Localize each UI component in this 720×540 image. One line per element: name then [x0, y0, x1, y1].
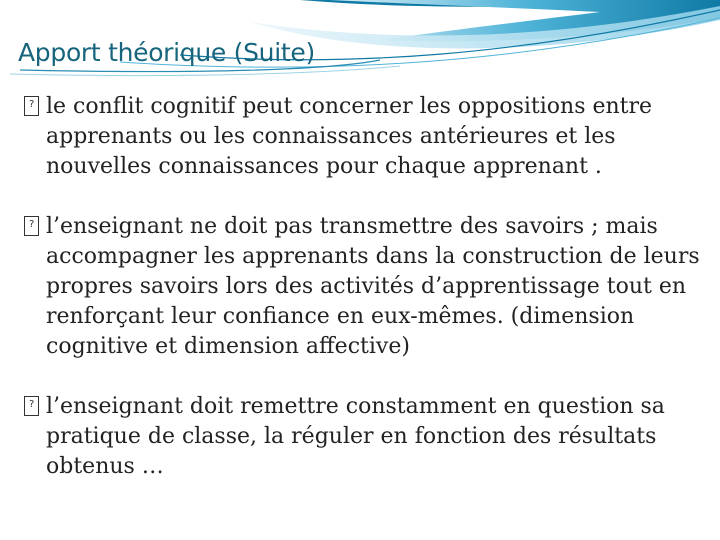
bullet-text: l’enseignant doit remettre constamment en question sa pratique de classe, la réguler en fonction des résultats obtenus … [46, 394, 665, 479]
bullet-text: l’enseignant ne doit pas transmettre des savoirs ; mais accompagner les apprenants dans la construction de leurs propres savoirs lors des activités d’apprentissage tout en renforçant leur confiance en eux-mêmes. (dimension cognitive et dimension affective) [46, 214, 700, 359]
bullet-item-2 [22, 212, 712, 362]
bullet-item-1 [22, 92, 712, 182]
missing-glyph-bullet-icon: ? [24, 96, 39, 116]
bullet-text: le conflit cognitif peut concerner les oppositions entre apprenants ou les connaissances antérieures et les nouvelles connaissances pour chaque apprenant . [46, 94, 653, 179]
bullet-list [22, 92, 712, 512]
slide-title: Apport théorique (Suite) [18, 38, 315, 67]
missing-glyph-bullet-icon: ? [24, 396, 39, 416]
missing-glyph-bullet-icon: ? [24, 216, 39, 236]
bullet-item-3 [22, 392, 712, 482]
